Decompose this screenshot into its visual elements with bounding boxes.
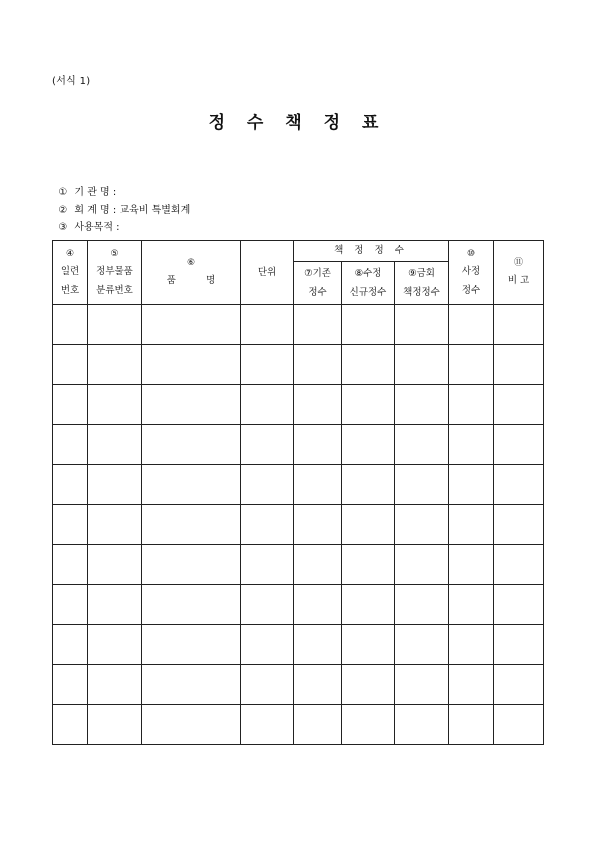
cell-current[interactable]: [395, 465, 449, 505]
cell-unit[interactable]: [241, 465, 294, 505]
header-number: ⑥: [186, 258, 196, 268]
cell-item-name[interactable]: [142, 305, 241, 345]
header-text: 품 명: [166, 275, 216, 286]
cell-gov-class[interactable]: [88, 465, 142, 505]
header-unit: [241, 241, 294, 305]
cell-unit[interactable]: [241, 505, 294, 545]
cell-unit[interactable]: [241, 545, 294, 585]
cell-inspected[interactable]: [449, 585, 494, 625]
info-number: ③: [58, 222, 68, 233]
table-row: [53, 385, 544, 425]
info-value: 교육비 특별회계: [119, 205, 191, 216]
cell-current[interactable]: [395, 665, 449, 705]
table-row: [53, 665, 544, 705]
cell-serial[interactable]: [53, 705, 88, 745]
cell-revised[interactable]: [342, 665, 395, 705]
cell-remarks[interactable]: [494, 425, 544, 465]
cell-item-name[interactable]: [142, 505, 241, 545]
cell-remarks[interactable]: [494, 385, 544, 425]
header-gov-classification: [88, 241, 142, 305]
cell-gov-class[interactable]: [88, 505, 142, 545]
cell-gov-class[interactable]: [88, 305, 142, 345]
cell-inspected[interactable]: [449, 665, 494, 705]
cell-serial[interactable]: [53, 505, 88, 545]
info-label: 회 계 명 :: [74, 205, 117, 216]
cell-remarks[interactable]: [494, 585, 544, 625]
cell-item-name[interactable]: [142, 425, 241, 465]
cell-existing[interactable]: [294, 705, 342, 745]
header-remarks: [494, 241, 544, 305]
cell-unit[interactable]: [241, 305, 294, 345]
table-row: [53, 465, 544, 505]
cell-current[interactable]: [395, 705, 449, 745]
cell-inspected[interactable]: [449, 545, 494, 585]
info-number: ①: [58, 187, 68, 198]
table-body: [53, 305, 544, 745]
cell-existing[interactable]: [294, 345, 342, 385]
cell-serial[interactable]: [53, 305, 88, 345]
cell-item-name[interactable]: [142, 345, 241, 385]
cell-inspected[interactable]: [449, 705, 494, 745]
header-text: 책정정수: [403, 287, 440, 298]
document-title: 정 수 책 정 표: [208, 113, 387, 133]
cell-item-name[interactable]: [142, 705, 241, 745]
header-number: ④: [65, 248, 75, 259]
cell-revised[interactable]: [342, 505, 395, 545]
cell-serial[interactable]: [53, 585, 88, 625]
cell-unit[interactable]: [241, 385, 294, 425]
cell-existing[interactable]: [294, 625, 342, 665]
table-row: [53, 345, 544, 385]
cell-gov-class[interactable]: [88, 545, 142, 585]
header-quota-group: [294, 241, 449, 262]
header-text: 사정: [461, 265, 481, 277]
header-text: ⑦기존: [304, 268, 331, 279]
cell-remarks[interactable]: [494, 345, 544, 385]
header-existing-quota: [294, 262, 342, 305]
table-row: [53, 505, 544, 545]
header-text: 번호: [60, 284, 80, 296]
cell-existing[interactable]: [294, 665, 342, 705]
cell-existing[interactable]: [294, 505, 342, 545]
cell-gov-class[interactable]: [88, 345, 142, 385]
cell-revised[interactable]: [342, 465, 395, 505]
cell-revised[interactable]: [342, 705, 395, 745]
cell-serial[interactable]: [53, 345, 88, 385]
info-label: 기 관 명 :: [74, 187, 117, 198]
quota-table: [52, 240, 544, 745]
cell-remarks[interactable]: [494, 705, 544, 745]
cell-inspected[interactable]: [449, 385, 494, 425]
cell-item-name[interactable]: [142, 625, 241, 665]
cell-inspected[interactable]: [449, 345, 494, 385]
table-row: [53, 305, 544, 345]
table-row: [53, 545, 544, 585]
header-number: ⑤: [110, 248, 119, 259]
cell-serial[interactable]: [53, 425, 88, 465]
cell-existing[interactable]: [294, 425, 342, 465]
header-text: 일련: [60, 265, 80, 277]
cell-gov-class[interactable]: [88, 585, 142, 625]
cell-gov-class[interactable]: [88, 425, 142, 465]
cell-existing[interactable]: [294, 385, 342, 425]
header-text: 비 고: [507, 275, 530, 286]
cell-revised[interactable]: [342, 585, 395, 625]
cell-gov-class[interactable]: [88, 665, 142, 705]
cell-inspected[interactable]: [449, 425, 494, 465]
cell-unit[interactable]: [241, 585, 294, 625]
cell-revised[interactable]: [342, 625, 395, 665]
header-current-quota: [395, 262, 449, 305]
info-purpose: [52, 207, 123, 233]
cell-unit[interactable]: [241, 345, 294, 385]
cell-remarks[interactable]: [494, 625, 544, 665]
header-number: ⑪: [514, 258, 524, 268]
cell-existing[interactable]: [294, 585, 342, 625]
header-text: ⑧수정: [354, 268, 382, 279]
cell-current[interactable]: [395, 305, 449, 345]
header-text: 신규정수: [349, 287, 387, 298]
header-number: ⑩: [466, 248, 476, 259]
cell-item-name[interactable]: [142, 545, 241, 585]
cell-current[interactable]: [395, 625, 449, 665]
cell-current[interactable]: [395, 385, 449, 425]
cell-gov-class[interactable]: [88, 385, 142, 425]
cell-current[interactable]: [395, 545, 449, 585]
cell-current[interactable]: [395, 345, 449, 385]
cell-existing[interactable]: [294, 465, 342, 505]
header-text: 정수: [461, 284, 481, 296]
cell-remarks[interactable]: [494, 305, 544, 345]
cell-revised[interactable]: [342, 345, 395, 385]
cell-unit[interactable]: [241, 425, 294, 465]
cell-unit[interactable]: [241, 705, 294, 745]
cell-gov-class[interactable]: [88, 705, 142, 745]
header-text: 분류번호: [96, 284, 133, 296]
cell-item-name[interactable]: [142, 665, 241, 705]
form-code: (서식 1): [52, 76, 91, 87]
cell-remarks[interactable]: [494, 505, 544, 545]
cell-revised[interactable]: [342, 545, 395, 585]
cell-revised[interactable]: [342, 305, 395, 345]
header-text: 단위: [257, 267, 277, 278]
cell-unit[interactable]: [241, 625, 294, 665]
info-label: 사용목적 :: [74, 222, 120, 233]
cell-remarks[interactable]: [494, 665, 544, 705]
header-item-name: [142, 241, 241, 305]
table-row: [53, 585, 544, 625]
cell-revised[interactable]: [342, 385, 395, 425]
cell-inspected[interactable]: [449, 505, 494, 545]
header-text: 정수: [308, 287, 327, 298]
table-row: [53, 705, 544, 745]
cell-current[interactable]: [395, 505, 449, 545]
header-inspected-quota: [449, 241, 494, 305]
cell-item-name[interactable]: [142, 585, 241, 625]
cell-current[interactable]: [395, 585, 449, 625]
header-text: ⑨금회: [408, 268, 435, 279]
info-number: ②: [58, 205, 68, 216]
table-row: [53, 625, 544, 665]
cell-serial[interactable]: [53, 545, 88, 585]
cell-remarks[interactable]: [494, 465, 544, 505]
cell-inspected[interactable]: [449, 305, 494, 345]
cell-remarks[interactable]: [494, 545, 544, 585]
table-row: [53, 425, 544, 465]
cell-item-name[interactable]: [142, 465, 241, 505]
cell-gov-class[interactable]: [88, 625, 142, 665]
header-serial-number: [53, 241, 88, 305]
cell-unit[interactable]: [241, 665, 294, 705]
cell-inspected[interactable]: [449, 625, 494, 665]
cell-existing[interactable]: [294, 305, 342, 345]
cell-current[interactable]: [395, 425, 449, 465]
cell-serial[interactable]: [53, 625, 88, 665]
cell-revised[interactable]: [342, 425, 395, 465]
header-text: 책 정 정 수: [334, 245, 408, 256]
header-text: 정부물품: [96, 265, 133, 277]
cell-serial[interactable]: [53, 465, 88, 505]
cell-existing[interactable]: [294, 545, 342, 585]
cell-serial[interactable]: [53, 385, 88, 425]
cell-inspected[interactable]: [449, 465, 494, 505]
cell-serial[interactable]: [53, 665, 88, 705]
cell-item-name[interactable]: [142, 385, 241, 425]
header-revised-quota: [342, 262, 395, 305]
